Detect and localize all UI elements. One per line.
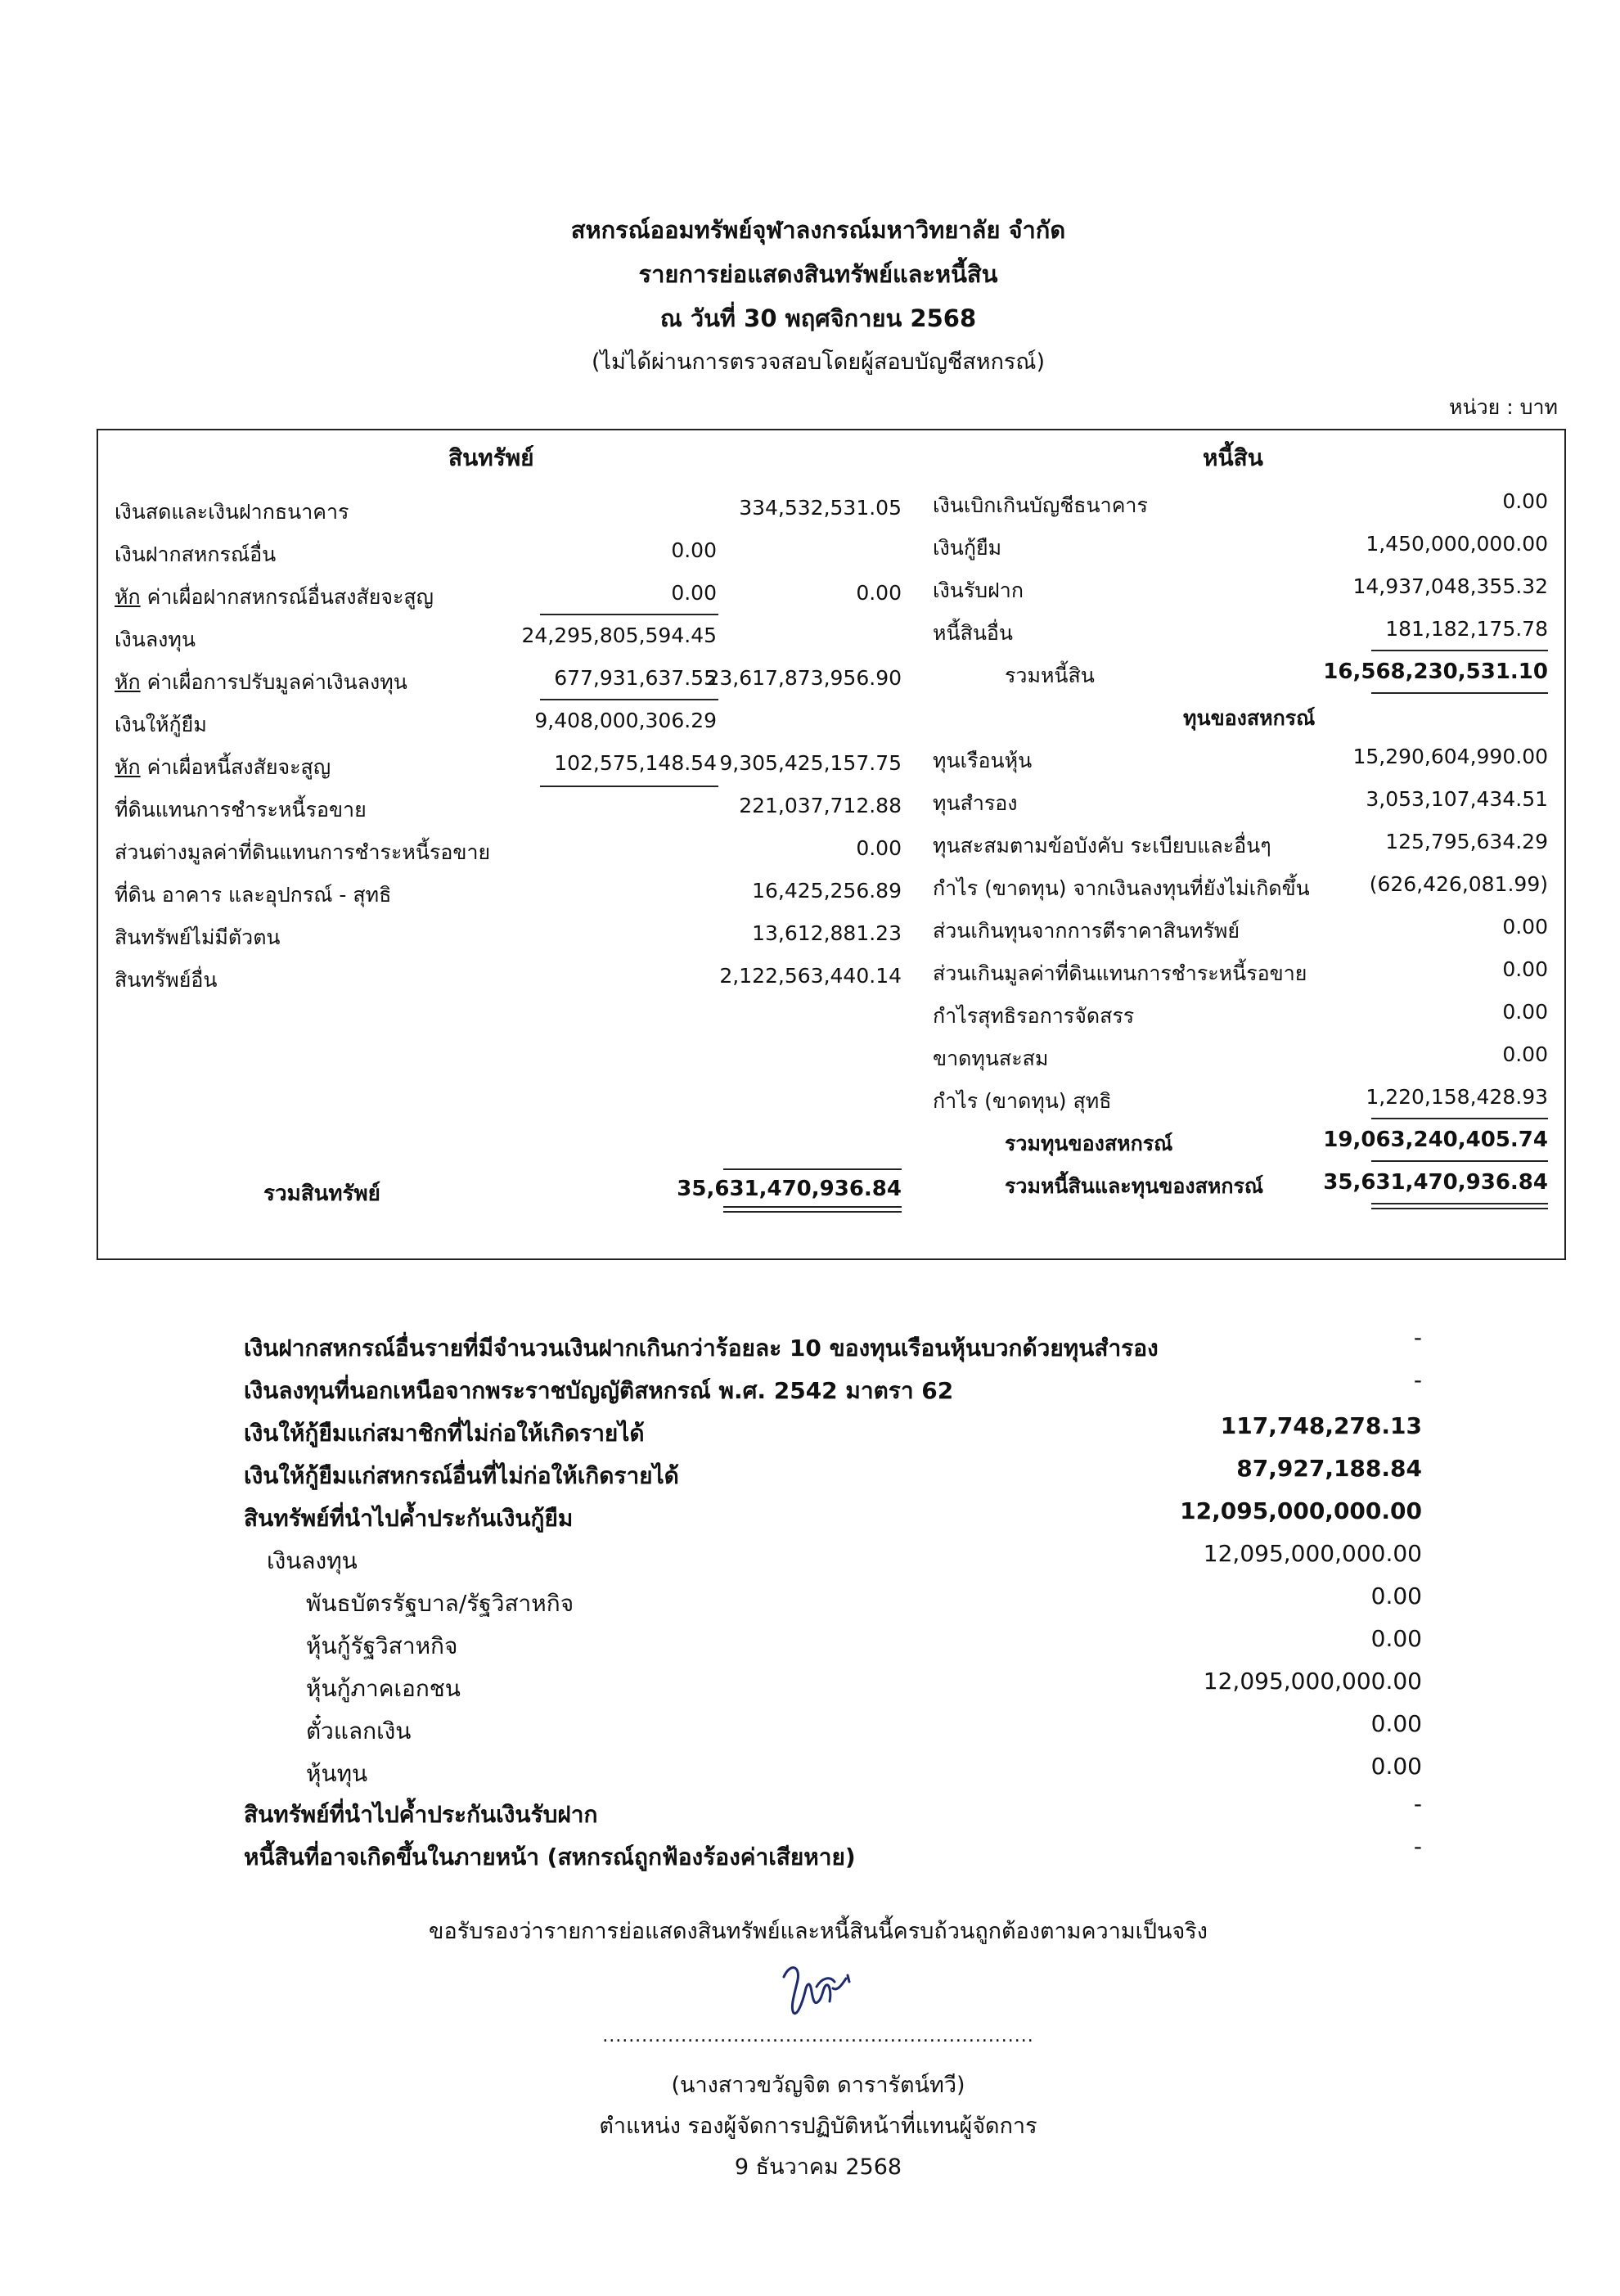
note-label: หนี้สินที่อาจเกิดขึ้นในภายหน้า (สหกรณ์ถูกฟ้องร้องค่าเสียหาย): [244, 1844, 856, 1871]
subtotal-rule: [540, 614, 718, 615]
equity-row-value: 1,220,158,428.93: [1366, 1085, 1548, 1109]
liability-row-value: 1,450,000,000.00: [1366, 532, 1548, 556]
grand-total-value: 35,631,470,936.84: [1323, 1170, 1548, 1195]
signer-position: ตำแหน่ง รองผู้จัดการปฏิบัติหน้าที่แทนผู้จัดการ: [599, 2114, 1037, 2139]
total-double-rule: [1371, 1203, 1548, 1209]
signer-name: (นางสาวขวัญจิต ดารารัตน์ทวี): [671, 2073, 965, 2098]
note-value: 0.00: [1370, 1710, 1422, 1737]
total-assets-label: รวมสินทรัพย์: [263, 1182, 380, 1206]
deduct-prefix: หัก: [115, 670, 141, 694]
note-label: เงินฝากสหกรณ์อื่นรายที่มีจำนวนเงินฝากเกินกว่าร้อยละ 10 ของทุนเรือนหุ้นบวกด้วยทุนสำรอง: [244, 1335, 1159, 1362]
deduct-prefix: หัก: [115, 755, 141, 779]
subtotal-rule: [1371, 650, 1548, 651]
liability-row-value: 181,182,175.78: [1385, 617, 1548, 641]
note-value: 0.00: [1370, 1582, 1422, 1609]
note-label: หุ้นกู้รัฐวิสาหกิจ: [306, 1632, 458, 1659]
asset-row-value: 23,617,873,956.90: [706, 666, 902, 690]
asset-row-value: 13,612,881.23: [752, 921, 902, 945]
equity-row-label: กำไร (ขาดทุน) สุทธิ: [933, 1089, 1112, 1113]
asset-row-sub: 9,408,000,306.29: [534, 709, 717, 732]
asset-row-label: หัก ค่าเผื่อการปรับมูลค่าเงินลงทุน: [115, 670, 407, 694]
asset-row-label: หัก ค่าเผื่อหนี้สงสัยจะสูญ: [115, 755, 331, 779]
equity-row-value: (626,426,081.99): [1369, 872, 1548, 896]
note-label: สินทรัพย์ที่นำไปค้ำประกันเงินกู้ยืม: [244, 1505, 574, 1532]
note-value: 12,095,000,000.00: [1203, 1540, 1422, 1567]
liability-row-label: เงินรับฝาก: [933, 579, 1024, 602]
equity-row-value: 0.00: [1502, 1042, 1548, 1066]
org-name: สหกรณ์ออมทรัพย์จุฬาลงกรณ์มหาวิทยาลัย จำกัด: [570, 216, 1066, 244]
note-label: ตั๋วแลกเงิน: [306, 1717, 412, 1745]
certification-date: 9 ธันวาคม 2568: [734, 2154, 902, 2180]
asset-row-value: 16,425,256.89: [752, 879, 902, 903]
asset-row-sub: 102,575,148.54: [554, 751, 717, 775]
asset-row-sub: 0.00: [671, 538, 717, 562]
liability-row-label: เงินกู้ยืม: [933, 536, 1002, 560]
note-label: เงินให้กู้ยืมแก่สหกรณ์อื่นที่ไม่ก่อให้เกิดรายได้: [244, 1462, 679, 1489]
equity-row-label: ทุนสะสมตามข้อบังคับ ระเบียบและอื่นๆ: [933, 834, 1271, 858]
total-assets-value: 35,631,470,936.84: [677, 1177, 902, 1201]
note-value: 12,095,000,000.00: [1180, 1497, 1422, 1524]
note-label: สินทรัพย์ที่นำไปค้ำประกันเงินรับฝาก: [244, 1801, 598, 1828]
asset-row-value: 0.00: [856, 581, 902, 605]
liability-row-label: หนี้สินอื่น: [933, 621, 1014, 645]
asset-row-value: 9,305,425,157.75: [719, 751, 902, 775]
liability-row-label: เงินเบิกเกินบัญชีธนาคาร: [933, 493, 1148, 517]
asset-row-sub: 677,931,637.55: [554, 666, 717, 690]
total-rule: [1371, 1160, 1548, 1162]
asset-row-label: เงินสดและเงินฝากธนาคาร: [115, 500, 349, 524]
total-liabilities-value: 16,568,230,531.10: [1323, 660, 1548, 684]
equity-row-value: 15,290,604,990.00: [1352, 745, 1548, 768]
equity-row-value: 0.00: [1502, 915, 1548, 939]
note-label: เงินลงทุน: [267, 1547, 358, 1574]
equity-row-label: กำไรสุทธิรอการจัดสรร: [933, 1004, 1135, 1028]
equity-row-label: ส่วนเกินทุนจากการตีราคาสินทรัพย์: [933, 919, 1240, 943]
note-label: เงินลงทุนที่นอกเหนือจากพระราชบัญญัติสหกรณ์ พ.ศ. 2542 มาตรา 62: [244, 1377, 954, 1404]
subtotal-rule: [1371, 1118, 1548, 1119]
asset-row-label: ที่ดิน อาคาร และอุปกรณ์ - สุทธิ: [115, 883, 392, 907]
asset-row-label: สินทรัพย์อื่น: [115, 968, 218, 992]
note-value: -: [1413, 1790, 1422, 1817]
equity-row-label: ทุนสำรอง: [933, 791, 1018, 815]
note-label: หุ้นทุน: [306, 1760, 368, 1787]
subtotal-rule: [540, 699, 718, 700]
note-value: 117,748,278.13: [1220, 1412, 1422, 1439]
note-value: 87,927,188.84: [1236, 1455, 1422, 1482]
note-label: พันธบัตรรัฐบาล/รัฐวิสาหกิจ: [306, 1590, 574, 1617]
liability-row-value: 14,937,048,355.32: [1352, 574, 1548, 598]
equity-row-label: ขาดทุนสะสม: [933, 1047, 1049, 1070]
liabilities-heading: หนี้สิน: [1203, 444, 1263, 471]
note-label: เงินให้กู้ยืมแก่สมาชิกที่ไม่ก่อให้เกิดรายได้: [244, 1420, 645, 1447]
asset-row-label: สินทรัพย์ไม่มีตัวตน: [115, 925, 281, 949]
asset-row-label: เงินให้กู้ยืม: [115, 713, 207, 736]
asset-row-label: เงินลงทุน: [115, 628, 196, 651]
asset-row-label: หัก ค่าเผื่อฝากสหกรณ์อื่นสงสัยจะสูญ: [115, 585, 434, 609]
equity-row-value: 0.00: [1502, 1000, 1548, 1024]
asset-row-value: 334,532,531.05: [739, 496, 902, 520]
equity-heading: ทุนของสหกรณ์: [1183, 706, 1316, 730]
note-value: -: [1413, 1833, 1422, 1860]
subtotal-rule: [540, 786, 718, 787]
equity-row-label: ทุนเรือนหุ้น: [933, 749, 1033, 772]
note-value: 0.00: [1370, 1753, 1422, 1780]
note-value: -: [1413, 1366, 1422, 1393]
asset-row-value: 221,037,712.88: [739, 794, 902, 817]
report-title: รายการย่อแสดงสินทรัพย์และหนี้สิน: [638, 260, 998, 288]
signature-image: [772, 1959, 871, 2024]
total-rule: [1371, 692, 1548, 694]
total-rule: [723, 1168, 902, 1170]
note-value: 0.00: [1370, 1625, 1422, 1652]
asset-row-label: ส่วนต่างมูลค่าที่ดินแทนการชำระหนี้รอขาย: [115, 840, 491, 864]
equity-row-value: 0.00: [1502, 957, 1548, 981]
asset-row-value: 2,122,563,440.14: [719, 964, 902, 988]
certification-statement: ขอรับรองว่ารายการย่อแสดงสินทรัพย์และหนี้สินนี้ครบถ้วนถูกต้องตามความเป็นจริง: [429, 1919, 1208, 1944]
asset-row-label: ที่ดินแทนการชำระหนี้รอขาย: [115, 798, 367, 822]
deduct-prefix: หัก: [115, 585, 141, 609]
asset-row-value: 0.00: [856, 836, 902, 860]
equity-row-value: 3,053,107,434.51: [1366, 787, 1548, 811]
asset-row-sub: 0.00: [671, 581, 717, 605]
report-date: ณ วันที่ 30 พฤศจิกายน 2568: [659, 304, 977, 332]
equity-row-label: กำไร (ขาดทุน) จากเงินลงทุนที่ยังไม่เกิดขึ้น: [933, 876, 1310, 900]
asset-row-sub: 24,295,805,594.45: [521, 624, 717, 647]
note-value: 12,095,000,000.00: [1203, 1668, 1422, 1695]
signature-line: ..................................................................: [602, 2026, 1034, 2046]
audit-note: (ไม่ได้ผ่านการตรวจสอบโดยผู้สอบบัญชีสหกรณ์): [591, 349, 1045, 375]
grand-total-label: รวมหนี้สินและทุนของสหกรณ์: [1005, 1174, 1264, 1198]
asset-row-label: เงินฝากสหกรณ์อื่น: [115, 542, 277, 566]
total-double-rule: [723, 1206, 902, 1213]
total-equity-value: 19,063,240,405.74: [1323, 1128, 1548, 1152]
note-label: หุ้นกู้ภาคเอกชน: [306, 1675, 461, 1702]
note-value: -: [1413, 1324, 1422, 1351]
liability-row-value: 0.00: [1502, 489, 1548, 513]
equity-row-value: 125,795,634.29: [1385, 830, 1548, 853]
equity-row-label: ส่วนเกินมูลค่าที่ดินแทนการชำระหนี้รอขาย: [933, 961, 1307, 985]
unit-label: หน่วย : บาท: [1449, 395, 1558, 419]
total-liabilities-label: รวมหนี้สิน: [1005, 664, 1095, 687]
total-equity-label: รวมทุนของสหกรณ์: [1005, 1132, 1173, 1155]
assets-heading: สินทรัพย์: [448, 444, 534, 471]
